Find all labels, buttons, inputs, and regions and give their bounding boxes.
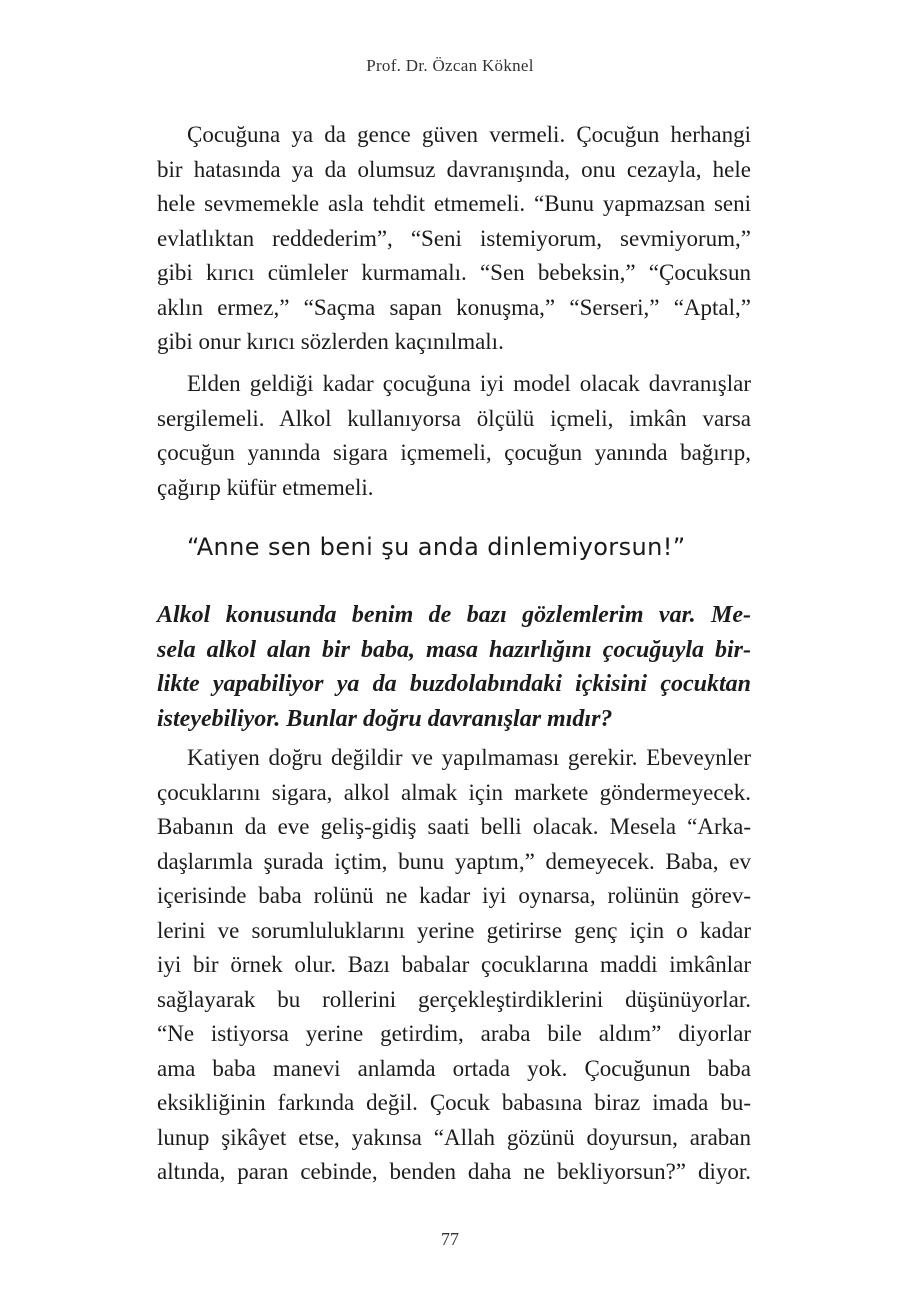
- body-paragraph-2: [157, 367, 751, 505]
- paragraph-line: içerisinde baba rolünü ne kadar iyi oynarsa, rolünün görev-: [157, 883, 751, 908]
- body-paragraph-answer: [157, 741, 751, 1190]
- paragraph-line: sağlayarak bu rollerini gerçekleştirdiklerini düşünüyorlar.: [157, 986, 751, 1012]
- question-line: Alkol konusunda benim de bazı gözlemlerim var. Me-: [157, 602, 751, 628]
- body-paragraph-1: [157, 118, 751, 360]
- running-header-author: Prof. Dr. Özcan Köknel: [366, 56, 534, 75]
- paragraph-line: Babanın da eve geliş-gidiş saati belli olacak. Mesela “Arka-: [157, 814, 751, 839]
- paragraph-line: çocuklarını sigara, alkol almak için markete göndermeyecek.: [157, 779, 751, 805]
- page-number: 77: [441, 1229, 459, 1249]
- interview-question: [157, 598, 751, 736]
- paragraph-line: aklın ermez,” “Saçma sapan konuşma,” “Serseri,” “Aptal,”: [157, 294, 751, 320]
- question-line: likte yapabiliyor ya da buzdolabındaki içkisini çocuktan: [157, 671, 751, 697]
- paragraph-line: lerini ve sorumluluklarını yerine getirirse genç için o kadar: [157, 917, 751, 943]
- paragraph-line: eksikliğinin farkında değil. Çocuk babasına biraz imada bu-: [157, 1090, 751, 1115]
- paragraph-line: daşlarımla şurada içtim, bunu yaptım,” demeyecek. Baba, ev: [157, 848, 751, 874]
- paragraph-line: Katiyen doğru değildir ve yapılmaması gerekir. Ebeveynler: [187, 745, 751, 770]
- paragraph-line: hele sevmemekle asla tehdit etmemeli. “Bunu yapmazsan seni: [157, 191, 751, 216]
- question-line: sela alkol alan bir baba, masa hazırlığını çocuğuyla bir-: [157, 636, 751, 663]
- paragraph-line: Elden geldiği kadar çocuğuna iyi model olacak davranışlar: [187, 371, 751, 396]
- paragraph-line: iyi bir örnek olur. Bazı babalar çocuklarına maddi imkânlar: [157, 952, 751, 977]
- paragraph-line: lunup şikâyet etse, yakınsa “Allah gözünü doyursun, araban: [157, 1124, 751, 1150]
- paragraph-line: gibi kırıcı cümleler kurmamalı. “Sen bebeksin,” “Çocuksun: [157, 260, 751, 285]
- paragraph-line: çağırıp küfür etmemeli.: [157, 474, 374, 500]
- paragraph-line: evlatlıktan reddederim”, “Seni istemiyorum, sevmiyorum,”: [157, 225, 751, 251]
- section-heading-quote: “Anne sen beni şu anda dinlemiyorsun!”: [187, 533, 686, 561]
- paragraph-line: ama baba manevi anlamda ortada yok. Çocuğunun baba: [157, 1055, 751, 1081]
- paragraph-line: “Ne istiyorsa yerine getirdim, araba bile aldım” diyorlar: [157, 1021, 751, 1046]
- paragraph-line: Çocuğuna ya da gence güven vermeli. Çocuğun herhangi: [187, 122, 751, 147]
- paragraph-line: gibi onur kırıcı sözlerden kaçınılmalı.: [157, 329, 504, 354]
- paragraph-line: bir hatasında ya da olumsuz davranışında, onu cezayla, hele: [157, 156, 751, 182]
- question-line: isteyebiliyor. Bunlar doğru davranışlar mıdır?: [157, 705, 613, 732]
- paragraph-line: sergilemeli. Alkol kullanıyorsa ölçülü içmeli, imkân varsa: [157, 405, 751, 431]
- paragraph-line: altında, paran cebinde, benden daha ne bekliyorsun?” diyor.: [157, 1159, 751, 1184]
- paragraph-line: çocuğun yanında sigara içmemeli, çocuğun yanında bağırıp,: [157, 440, 751, 465]
